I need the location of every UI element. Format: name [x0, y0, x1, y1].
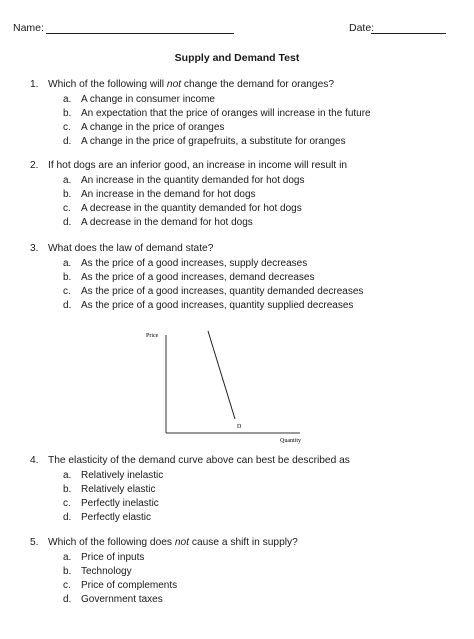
q2-option-b-text: An increase in the demand for hot dogs [81, 189, 256, 200]
question-4-number: 4. [30, 455, 39, 466]
q1-option-d-letter: d. [63, 136, 72, 147]
q3-option-c-text: As the price of a good increases, quantity demanded decreases [81, 286, 364, 297]
q5-option-a-letter: a. [63, 552, 72, 563]
q4-option-d-letter: d. [63, 512, 72, 523]
question-1-text: Which of the following will not change the demand for oranges? [48, 79, 335, 90]
q4-option-a-letter: a. [63, 470, 72, 481]
question-5-number: 5. [30, 537, 39, 548]
q5-option-c-text: Price of complements [81, 580, 178, 591]
question-2-text: If hot dogs are an inferior good, an increase in income will result in [48, 160, 347, 171]
q5-option-a-text: Price of inputs [81, 552, 145, 563]
q5-option-c-letter: c. [63, 580, 71, 591]
question-4-text: The elasticity of the demand curve above can best be described as [48, 455, 350, 466]
question-5-text: Which of the following does not cause a shift in supply? [48, 537, 298, 548]
q5-option-b-text: Technology [81, 566, 132, 577]
q4-option-a-text: Relatively inelastic [81, 470, 164, 481]
demand-curve-graph [140, 325, 320, 450]
demand-curve [208, 331, 235, 419]
page-title: Supply and Demand Test [174, 52, 300, 64]
q3-option-a-letter: a. [63, 258, 72, 269]
q2-option-b-letter: b. [63, 189, 72, 200]
q2-option-a-text: An increase in the quantity demanded for hot dogs [81, 175, 305, 186]
q4-option-d-text: Perfectly elastic [81, 512, 152, 523]
q1-option-b-letter: b. [63, 108, 72, 119]
q1-option-d-text: A change in the price of grapefruits, a substitute for oranges [81, 136, 346, 147]
q4-option-b-text: Relatively elastic [81, 484, 156, 495]
q4-option-c-text: Perfectly inelastic [81, 498, 159, 509]
q2-option-d-letter: d. [63, 217, 72, 228]
q1-option-c-text: A change in the price of oranges [81, 122, 225, 133]
q2-option-d-text: A decrease in the demand for hot dogs [81, 217, 253, 228]
name-label: Name: [13, 22, 44, 34]
name-field-line[interactable] [46, 33, 234, 34]
q1-option-b-text: An expectation that the price of oranges will increase in the future [81, 108, 371, 119]
q5-option-d-text: Government taxes [81, 594, 163, 605]
q3-option-c-letter: c. [63, 286, 71, 297]
q1-option-a-letter: a. [63, 94, 72, 105]
price-axis-label: Price [146, 333, 159, 339]
q3-option-b-letter: b. [63, 272, 72, 283]
q2-option-c-text: A decrease in the quantity demanded for hot dogs [81, 203, 302, 214]
question-1-number: 1. [30, 79, 39, 90]
question-3-number: 3. [30, 243, 39, 254]
question-3-text: What does the law of demand state? [48, 243, 214, 254]
q1-option-c-letter: c. [63, 122, 71, 133]
q4-option-b-letter: b. [63, 484, 72, 495]
q5-option-d-letter: d. [63, 594, 72, 605]
q1-option-a-text: A change in consumer income [81, 94, 215, 105]
q4-option-c-letter: c. [63, 498, 71, 509]
date-label: Date: [349, 22, 375, 34]
q2-option-c-letter: c. [63, 203, 71, 214]
q2-option-a-letter: a. [63, 175, 72, 186]
date-field-line[interactable] [371, 33, 446, 34]
quantity-axis-label: Quantity [280, 438, 301, 444]
q3-option-b-text: As the price of a good increases, demand decreases [81, 272, 315, 283]
question-2-number: 2. [30, 160, 39, 171]
demand-curve-label: D [237, 424, 242, 430]
q3-option-a-text: As the price of a good increases, supply decreases [81, 258, 308, 269]
q3-option-d-text: As the price of a good increases, quantity supplied decreases [81, 300, 354, 311]
q5-option-b-letter: b. [63, 566, 72, 577]
q3-option-d-letter: d. [63, 300, 72, 311]
